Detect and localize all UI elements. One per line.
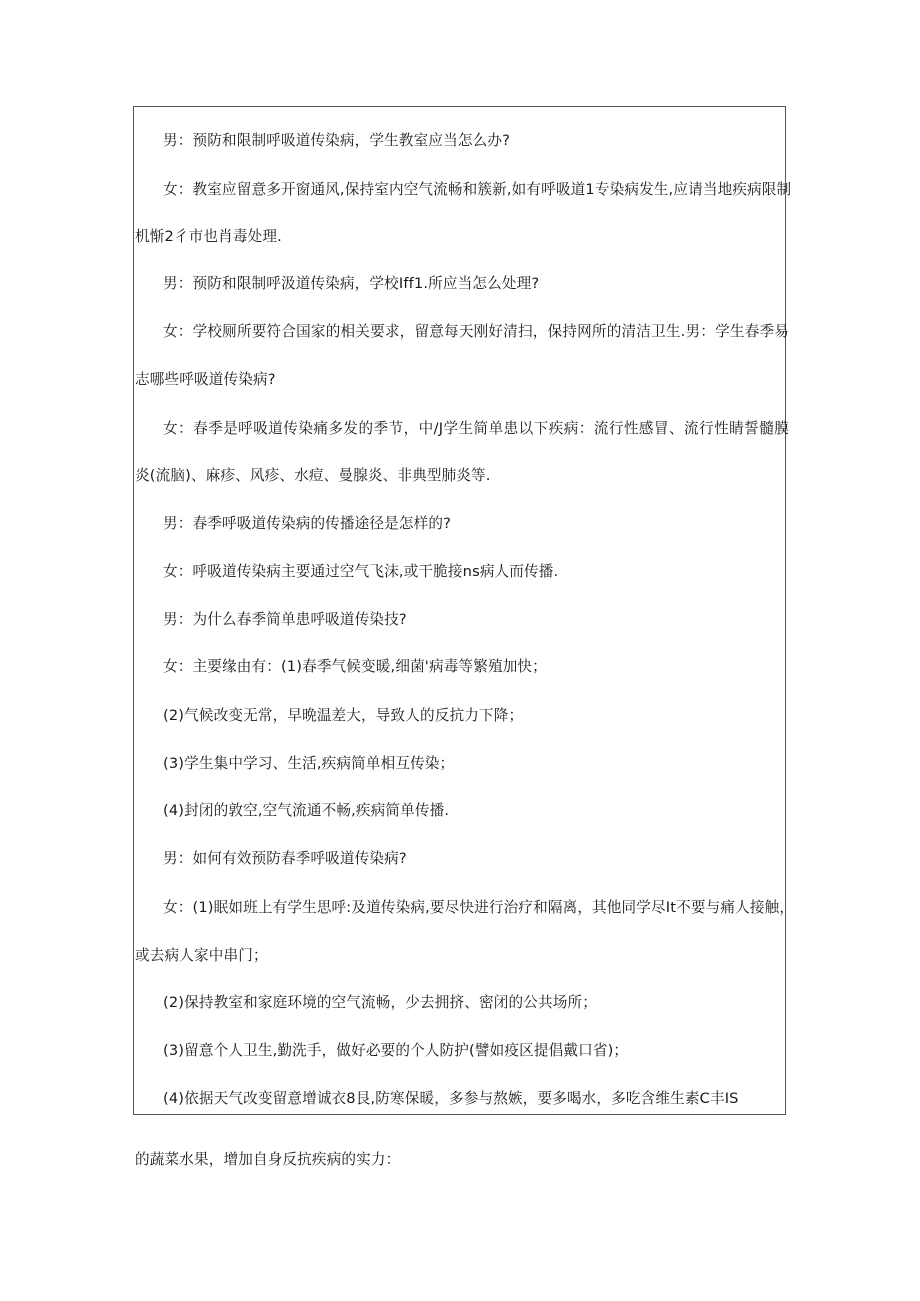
paragraph-line: 女：呼吸道传染病主要通过空气飞沫,或干脆接ns病人而传播. xyxy=(163,563,559,580)
paragraph-line: 男：如何有效预防春季呼吸道传染病? xyxy=(163,850,407,867)
paragraph-line: 炎(流脑)、麻疹、风疹、水痘、曼腺炎、非典型肺炎等. xyxy=(135,467,491,484)
paragraph-line: 或去病人家中串门； xyxy=(135,947,268,964)
paragraph-line: 女：教室应留意多开窗通风,保持室内空气流畅和簇新,如有呼吸道1专染病发生,应请当地疾病限制 xyxy=(163,181,792,198)
paragraph-line: 男：为什么春季简单患呼吸道传染技? xyxy=(163,611,407,628)
paragraph-line: (4)封闭的敦空,空气流通不畅,疾病简单传播. xyxy=(163,802,450,819)
paragraph-line: 女：春季是呼吸道传染痛多发的季节，中/J学生简单患以下疾病：流行性感冒、流行性睛誓髓膜 xyxy=(163,420,789,437)
paragraph-line: 机惭2彳市也肖毒处理. xyxy=(135,228,282,245)
paragraph-line: (4)依据天气改变留意增诚衣8艮,防寒保暖，多参与熬嫉，要多喝水，多吃含维生素C丰IS xyxy=(163,1090,739,1107)
paragraph-line: (2)保持教室和家庭环境的空气流畅，少去拥挤、密闭的公共场所； xyxy=(163,994,597,1011)
paragraph-line: (2)气候改变无常，早晩温差大，导致人的反抗力下降； xyxy=(163,707,524,724)
paragraph-line: (3)学生集中学习、生活,疾病简单相互传染； xyxy=(163,755,455,772)
paragraph-line: (3)留意个人卫生,勤洗手，做好必要的个人防护(譬如疫区提倡戴口省)； xyxy=(163,1042,629,1059)
paragraph-line: 女：学校厕所要符合国家的相关要求，留意每天刚好清扫，保持网所的清洁卫生.男：学生春季易 xyxy=(163,323,789,340)
paragraph-line-outside: 的蔬菜水果，增加自身反抗疾病的实力： xyxy=(135,1151,401,1168)
paragraph-line: 女：主要缘由有：(1)春季气候变暖,细菌'病毒等繁殖加快； xyxy=(163,658,547,675)
paragraph-line: 男：预防和限制呼汲道传染病，学校Iff1.所应当怎么处理? xyxy=(163,275,540,292)
paragraph-line: 男：预防和限制呼吸道传染病，学生教室应当怎么办? xyxy=(163,132,511,149)
paragraph-line: 志哪些呼吸道传染病? xyxy=(135,371,276,388)
paragraph-line: 女：(1)眠如班上有学生思呼:及道传染病,要尽快进行治疗和隔离，其他同学尽It不要与痛人接触， xyxy=(163,899,795,916)
paragraph-line: 男：春季呼吸道传染病的传播途径是怎样的? xyxy=(163,515,452,532)
